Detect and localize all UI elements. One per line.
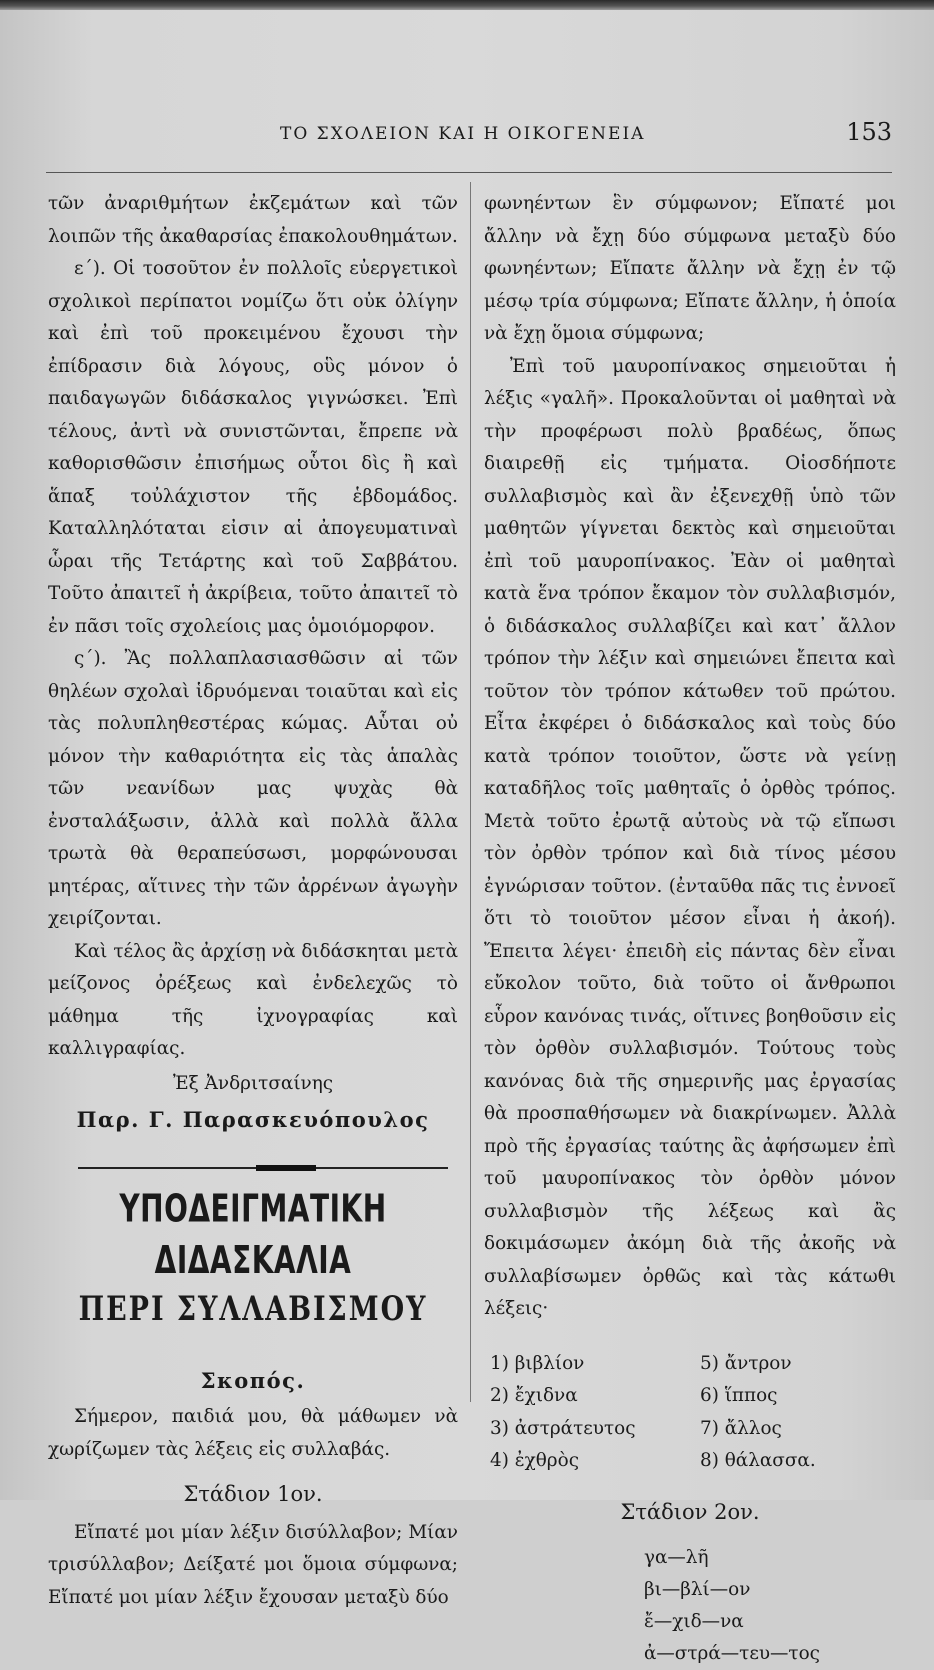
list-item: 4) ἐχθρὸς: [490, 1450, 579, 1471]
page-number: 153: [846, 118, 892, 146]
page-top-edge: [0, 0, 934, 10]
paragraph: τῶν ἀναριθμήτων ἐκζεμάτων καὶ τῶν λοιπῶν τῆς ἀκαθαρσίας ἐπακολουθημάτων.: [48, 193, 458, 247]
paragraph: ε΄). Οἱ τοσοῦτον ἐν πολλοῖς εὐεργετικοὶ σχολικοὶ περίπατοι νομίζω ὅτι οὐκ ὀλίγην καὶ ἐπὶ τοῦ προκειμένου ἔχουσι τὴν ἐπίδρασιν διὰ λόγους, οὓς μόνον ὁ παιδαγωγῶν διδάσκαλος γιγνώσκει. Ἐπὶ τέλους, ἀντὶ νὰ συνιστῶνται, ἔπρεπε νὰ καθορισθῶσιν ἐπισήμως οὗτοι δὶς ἢ καὶ ἅπαξ τοὐλάχιστον τῆς ἑβδομάδος. Καταλληλόταται εἰσιν αἱ ἀπογευματιναὶ ὧραι τῆς Τετάρτης καὶ τοῦ Σαββάτου. Τοῦτο ἀπαιτεῖ ἡ ἀκρίβεια, τοῦτο ἀπαιτεῖ τὸ ἐν πᾶσι τοῖς σχολείοις μας ὁμοιόμορφον.: [48, 258, 458, 637]
article-subtitle: ΠΕΡΙ ΣΥΛΛΑΒΙΣΜΟΥ: [78, 1289, 428, 1329]
list-item: ἀ—στρά—τευ—τος: [644, 1643, 820, 1664]
paragraph: Καὶ τέλος ἂς ἀρχίσῃ νὰ διδάσκηται μετὰ μείζονος ὀρέξεως καὶ ἐνδελεχῶς τὸ μάθημα τῆς ἰχνογραφίας καὶ καλλιγραφίας.: [48, 940, 458, 1059]
right-column: [484, 188, 896, 1670]
paragraph: Εἴπατέ μοι μίαν λέξιν δισύλλαβον; Μίαν τρισύλλαβον; Δείξατέ μοι ὅμοια σύμφωνα; Εἴπατέ μοι μίαν λέξιν ἔχουσαν μεταξὺ δύο: [48, 1521, 458, 1608]
running-head: ΤΟ ΣΧΟΛΕΙΟΝ ΚΑΙ Η ΟΙΚΟΓΕΝΕΙΑ: [280, 124, 646, 144]
signature-name: Παρ. Γ. Παρασκευόπουλος: [76, 1107, 430, 1132]
word-list: [490, 1348, 890, 1478]
list-item: 6) ἵππος: [700, 1385, 778, 1406]
stage-heading: Στάδιον 2ον.: [620, 1499, 760, 1524]
list-item: 1) βιβλίον: [490, 1352, 585, 1374]
list-item: 3) ἀστράτευτος: [490, 1417, 636, 1439]
syllable-list: [644, 1542, 896, 1670]
header-rule: [46, 172, 892, 173]
column-rule: [470, 182, 471, 1402]
list-item: 5) ἄντρον: [700, 1352, 792, 1374]
paragraph: Σήμερον, παιδιά μου, θὰ μάθωμεν νὰ χωρίζωμεν τὰς λέξεις εἰς συλλαβάς.: [48, 1406, 458, 1460]
section-divider: [78, 1163, 448, 1173]
paragraph: φωνηέντων ἓν σύμφωνον; Εἴπατέ μοι ἄλλην νὰ ἔχῃ δύο σύμφωνα μεταξὺ δύο φωνηέντων; Εἴπατε ἄλλην νὰ ἔχῃ ἐν τῷ μέσῳ τρία σύμφωνα; Εἴπατε ἄλλην, ἡ ὁποία νὰ ἔχῃ ὅμοια σύμφωνα;: [484, 193, 896, 344]
list-item: 2) ἔχιδνα: [490, 1385, 578, 1406]
section-heading: Σκοπός.: [200, 1367, 306, 1393]
divider-ornament: [256, 1165, 316, 1171]
paragraph: Ἐπὶ τοῦ μαυροπίνακος σημειοῦται ἡ λέξις «γαλῆ». Προκαλοῦνται οἱ μαθηταὶ νὰ τὴν προφέρωσι πολὺ βραδέως, ὅπως διαιρεθῇ εἰς τμήματα. Οἱοσδήποτε συλλαβισμὸς καὶ ἂν ἐξενεχθῇ ὑπὸ τῶν μαθητῶν γίγνεται δεκτὸς καὶ σημειοῦται ἐπὶ τοῦ μαυροπίνακος. Ἐὰν οἱ μαθηταὶ κατὰ ἕνα τρόπον ἔκαμον τὸν συλλαβισμόν, ὁ διδάσκαλος συλλαβίζει καὶ κατ᾿ ἄλλον τρόπον τὴν λέξιν καὶ σημειώνει ἔπειτα καὶ τοῦτον τὸν τρόπον κάτωθεν τοῦ πρώτου. Εἶτα ἐκφέρει ὁ διδάσκαλος καὶ τοὺς δύο κατὰ τρόπον τοιοῦτον, ὥστε νὰ γείνῃ καταδῆλος τοῖς μαθηταῖς ὁ ὀρθὸς τρόπος. Μετὰ τοῦτο ἐρωτᾷ αὐτοὺς νὰ τῷ εἴπωσι τὸν ὀρθὸν τρόπον καὶ διὰ τίνος μέσου ἐγνώρισαν τοῦτον. (ἐνταῦθα πᾶς τις ἐννοεῖ ὅτι τὸ τοιοῦτον μέσον εἶναι ἡ ἀκοή). Ἔπειτα λέγει· ἐπειδὴ εἰς πάντας δὲν εἶναι εὔκολον τοῦτο, διὰ τοῦτο οἱ ἄνθρωποι εὗρον κανόνας τινάς, οἵτινες βοηθοῦσιν εἰς τὸν ὀρθὸν συλλαβισμόν. Τούτους τοὺς κανόνας διὰ τῆς σημερινῆς μας ἐργασίας θὰ προσπαθήσωμεν νὰ διακρίνωμεν. Ἀλλὰ πρὸ τῆς ἐργασίας ταύτης ἂς ἀφήσωμεν ἐπὶ τοῦ μαυροπίνακος τὸν ὀρθὸν μόνον συλλαβισμὸν τῆς λέξεως καὶ ἂς δοκιμάσωμεν ἀκόμη διὰ τῆς ἀκοῆς νὰ συλλαβίσωμεν ὀρθῶς καὶ τὰς κάτωθι λέξεις·: [484, 355, 896, 1319]
left-column: [48, 188, 458, 1614]
signature-place: Ἐξ Ἀνδριτσαίνης: [172, 1072, 334, 1094]
list-item: ἔ—χιδ—να: [644, 1611, 744, 1632]
list-item: γα—λῆ: [644, 1547, 709, 1568]
list-item: βι—βλί—ον: [644, 1579, 751, 1600]
paragraph: ς΄). Ἂς πολλαπλασιασθῶσιν αἱ τῶν θηλέων σχολαὶ ἱδρυόμεναι τοιαῦται καὶ εἰς τὰς πολυπληθεστέρας κώμας. Αὗται οὐ μόνον τὴν καθαριότητα εἰς τὰς ἁπαλὰς τῶν νεανίδων μας ψυχὰς θὰ ἐνσταλάξωσιν, ἀλλὰ καὶ πολλὰ ἄλλα τρωτὰ θὰ θεραπεύσωσι, μορφώνουσαι μητέρας, αἵτινες τὴν τῶν ἀρρένων ἀγωγὴν χειρίζονται.: [48, 648, 458, 929]
list-item: 7) ἄλλος: [700, 1417, 782, 1439]
article-title: ΥΠΟΔΕΙΓΜΑΤΙΚΗ ΔΙΔΑΣΚΑΛΙΑ: [119, 1185, 387, 1282]
list-item: 8) θάλασσα.: [700, 1450, 816, 1471]
stage-heading: Στάδιον 1ον.: [183, 1482, 323, 1506]
